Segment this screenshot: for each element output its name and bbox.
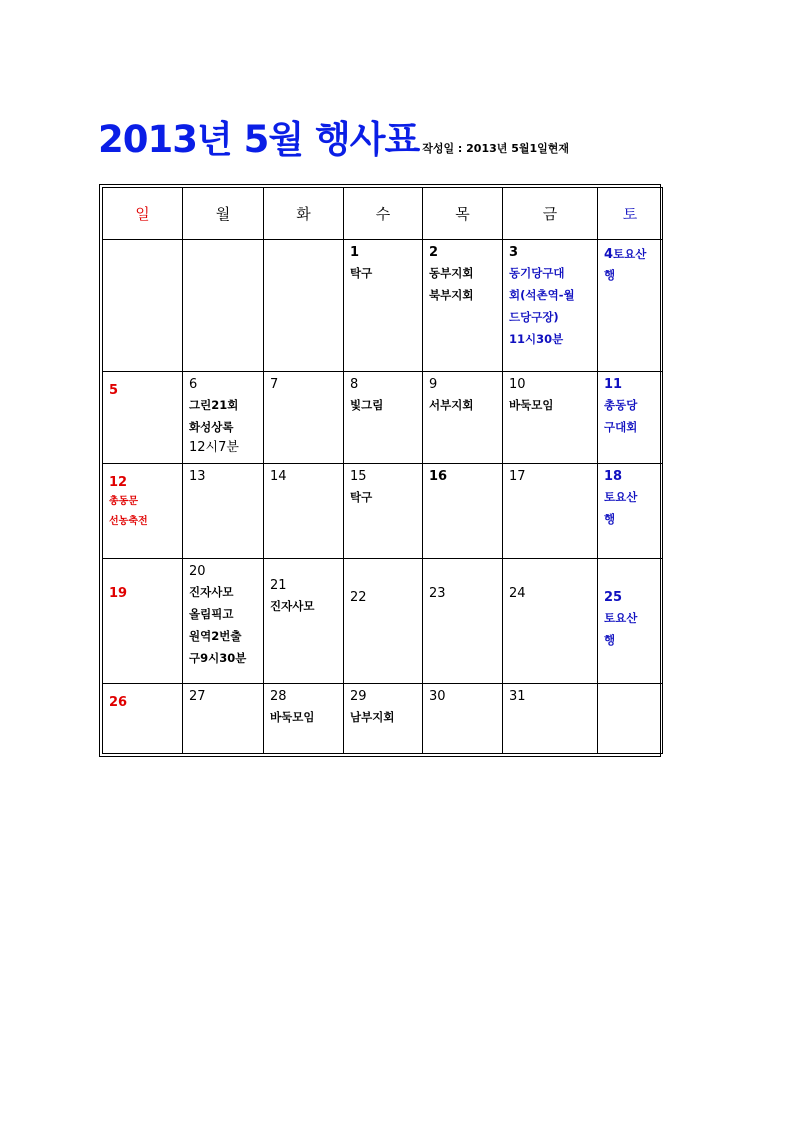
day-cell <box>344 559 423 684</box>
day-cell <box>344 464 423 559</box>
event-text: 북부지회 <box>429 288 474 302</box>
day-number: 30 <box>429 689 446 704</box>
event-text: 토요산 <box>613 247 647 261</box>
event-text: 구대회 <box>604 420 638 434</box>
week-row <box>103 240 663 372</box>
day-cell <box>598 684 663 754</box>
day-number: 9 <box>429 377 438 392</box>
day-cell <box>264 559 344 684</box>
event-text: 행 <box>604 512 616 526</box>
event-text: 구9시30분 <box>189 651 247 665</box>
event-text: 11시30분 <box>509 332 564 346</box>
day-cell <box>503 559 598 684</box>
day-cell <box>264 372 344 464</box>
weekday-tue: 화 <box>264 188 344 240</box>
event-text: 올림픽고 <box>189 607 234 621</box>
day-number: 16 <box>429 469 448 484</box>
day-cell <box>183 240 264 372</box>
day-number: 4 <box>604 247 614 262</box>
day-number: 20 <box>189 564 206 579</box>
day-number: 22 <box>350 590 367 605</box>
day-cell <box>264 684 344 754</box>
day-cell <box>344 684 423 754</box>
event-text: 토요산 <box>604 611 638 625</box>
day-cell <box>103 684 183 754</box>
day-number: 5 <box>109 383 119 398</box>
event-text: 행 <box>604 268 616 282</box>
day-cell <box>103 372 183 464</box>
event-text: 원역2번출 <box>189 629 242 643</box>
day-number: 8 <box>350 377 359 392</box>
event-text: 동부지회 <box>429 266 474 280</box>
page-title: 2013년 5월 행사표 <box>98 118 420 161</box>
day-number: 13 <box>189 469 206 484</box>
event-text: 토요산 <box>604 490 638 504</box>
event-text: 진자사모 <box>189 585 234 599</box>
day-number: 7 <box>270 377 279 392</box>
event-text: 총동당 <box>604 398 638 412</box>
day-cell <box>503 240 598 372</box>
weekday-wed: 수 <box>344 188 423 240</box>
day-number: 2 <box>429 245 439 260</box>
event-text: 빛그림 <box>350 398 384 412</box>
day-number: 19 <box>109 586 128 601</box>
day-cell <box>264 240 344 372</box>
week-row <box>103 559 663 684</box>
event-text: 남부지회 <box>350 710 395 724</box>
event-text: 화성상록 <box>189 420 234 434</box>
day-number: 18 <box>604 469 623 484</box>
day-cell <box>598 240 663 372</box>
event-text: 그린21회 <box>189 398 239 412</box>
day-cell <box>264 464 344 559</box>
day-cell <box>503 372 598 464</box>
event-text: 총동문 <box>109 496 138 507</box>
day-number: 17 <box>509 469 526 484</box>
day-cell <box>423 240 503 372</box>
weekday-thu: 목 <box>423 188 503 240</box>
day-cell <box>423 372 503 464</box>
day-number: 28 <box>270 689 287 704</box>
day-number: 14 <box>270 469 287 484</box>
day-cell <box>344 372 423 464</box>
day-number: 12 <box>109 475 128 490</box>
event-text: 드당구장) <box>509 310 559 324</box>
calendar-table <box>102 187 663 754</box>
day-cell <box>183 464 264 559</box>
week-row <box>103 372 663 464</box>
day-number: 21 <box>270 578 287 593</box>
week-row <box>103 464 663 559</box>
day-number: 26 <box>109 695 128 710</box>
day-number: 1 <box>350 245 360 260</box>
day-cell <box>103 240 183 372</box>
day-number: 31 <box>509 689 526 704</box>
day-number: 6 <box>189 377 198 392</box>
weekday-header-row <box>103 188 663 240</box>
title-row <box>98 112 569 162</box>
day-cell <box>503 464 598 559</box>
day-number: 3 <box>509 245 519 260</box>
event-text: 선농축전 <box>109 516 148 527</box>
weekday-fri: 금 <box>503 188 598 240</box>
day-number: 24 <box>509 586 526 601</box>
day-cell <box>103 559 183 684</box>
weekday-sun: 일 <box>103 188 183 240</box>
event-text: 탁구 <box>350 266 373 280</box>
event-text: 서부지회 <box>429 398 474 412</box>
calendar-frame <box>99 184 661 757</box>
event-text: 바둑모임 <box>509 398 554 412</box>
day-cell <box>183 559 264 684</box>
event-text: 동기당구대 <box>509 266 565 280</box>
day-number: 23 <box>429 586 446 601</box>
day-cell <box>344 240 423 372</box>
day-cell <box>423 684 503 754</box>
event-text: 탁구 <box>350 490 373 504</box>
weekday-mon: 월 <box>183 188 264 240</box>
event-text: 회(석촌역-월 <box>509 288 575 302</box>
date-written-note: 작성일 : 2013년 5월1일현재 <box>422 142 570 155</box>
event-text: 바둑모임 <box>270 710 315 724</box>
event-text: 행 <box>604 633 616 647</box>
event-text: 진자사모 <box>270 599 315 613</box>
day-number: 27 <box>189 689 206 704</box>
week-row <box>103 684 663 754</box>
weekday-sat: 토 <box>598 188 663 240</box>
day-cell <box>598 559 663 684</box>
day-cell <box>598 464 663 559</box>
day-number: 25 <box>604 590 623 605</box>
day-cell <box>598 372 663 464</box>
day-cell <box>503 684 598 754</box>
event-text: 12시7분 <box>189 440 239 455</box>
day-number: 29 <box>350 689 367 704</box>
day-cell <box>103 464 183 559</box>
day-number: 11 <box>604 377 623 392</box>
day-cell <box>423 464 503 559</box>
day-cell <box>423 559 503 684</box>
day-number: 10 <box>509 377 526 392</box>
day-cell <box>183 372 264 464</box>
day-cell <box>183 684 264 754</box>
day-number: 15 <box>350 469 367 484</box>
